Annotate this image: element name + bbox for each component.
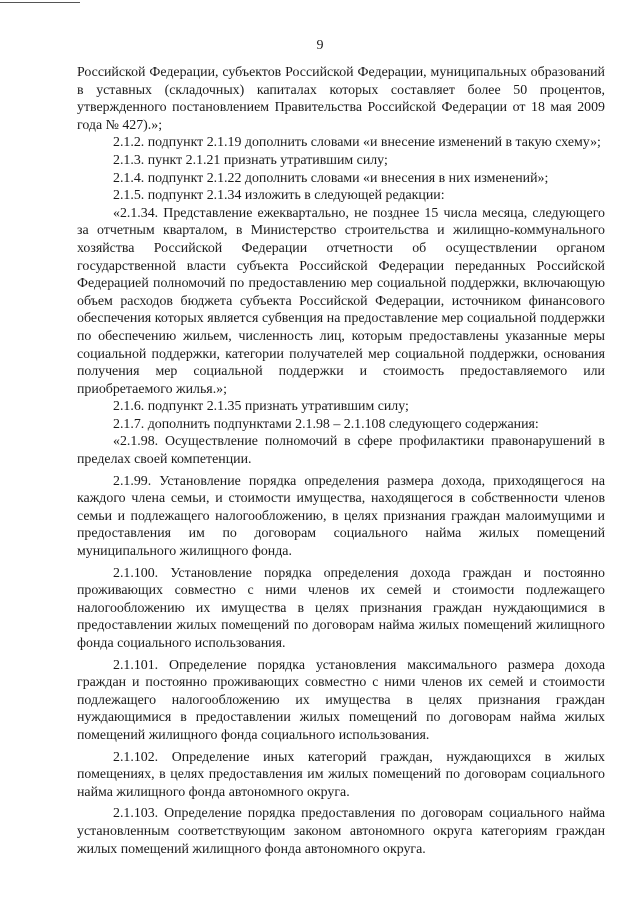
paragraph-2-1-4: 2.1.4. подпункт 2.1.22 дополнить словами «и внесения в них изменений»;: [113, 170, 549, 186]
paragraph-continuation: Российской Федерации, субъектов Российской Федерации, муниципальных образований в уставных (складочных) капиталах которых составляет более 50 процентов, утвержденного постановлением Правительства Российской Федерации от 18 мая 2009 года № 427).»;: [77, 65, 605, 133]
paragraph-2-1-34: «2.1.34. Представление ежеквартально, не позднее 15 числа месяца, следующего за отчетным кварталом, в Министерство строительства и жилищно-коммунального хозяйства Российской Федерации отчетности об осуществлении органом государственной власти субъекта Российской Федерации переданных Российской Федерацией полномочий по предоставлению мер социальной поддержки, включающую объем расходов бюджета субъекта Российской Федерации, источником финансового обеспечения которых является субвенция на предоставление мер социальной поддержки по обеспечению жильем, численность лиц, которым предоставлены указанные меры социальной поддержки, категории получателей мер социальной поддержки, основания получения мер социальной поддержки и стоимость предоставляемого или приобретаемого жилья.»;: [77, 205, 605, 397]
paragraph-2-1-98: «2.1.98. Осуществление полномочий в сфере профилактики правонарушений в пределах своей компетенции.: [77, 434, 605, 468]
paragraph-2-1-5: 2.1.5. подпункт 2.1.34 изложить в следующей редакции:: [113, 188, 445, 204]
paragraph-2-1-103: 2.1.103. Определение порядка предоставления по договорам социального найма установленным соответствующим законом автономного округа категориям граждан жилых помещений жилищного фонда автономного округа.: [77, 806, 605, 857]
document-body: [77, 64, 605, 858]
paragraph-2-1-3: 2.1.3. пункт 2.1.21 признать утратившим силу;: [113, 152, 388, 168]
paragraph-2-1-102: 2.1.102. Определение иных категорий граждан, нуждающихся в жилых помещениях, в целях предоставления им жилых помещений по договорам социального найма жилищного фонда автономного округа.: [77, 749, 605, 800]
page-number: 9: [316, 38, 324, 53]
paragraph-2-1-100: 2.1.100. Установление порядка определения дохода граждан и постоянно проживающих совместно с ними членов их семей и стоимости подлежащего налогообложению их имущества в целях признания граждан нуждающимися в предоставлении жилых помещений по договорам найма жилых помещений жилищного фонда социального использования.: [77, 565, 605, 651]
paragraph-2-1-2: 2.1.2. подпункт 2.1.19 дополнить словами «и внесение изменений в такую схему»;: [113, 135, 601, 151]
corner-rule-line: [0, 2, 80, 3]
paragraph-2-1-7: 2.1.7. дополнить подпунктами 2.1.98 – 2.1.108 следующего содержания:: [113, 416, 539, 432]
paragraph-2-1-6: 2.1.6. подпункт 2.1.35 признать утратившим силу;: [113, 399, 409, 415]
paragraph-2-1-99: 2.1.99. Установление порядка определения размера дохода, приходящегося на каждого члена семьи, и стоимости имущества, находящегося в собственности членов семьи и подлежащего налогообложению, в целях признания граждан малоимущими и предоставления им по договорам социального найма жилых помещений муниципального жилищного фонда.: [77, 473, 605, 560]
paragraph-2-1-101: 2.1.101. Определение порядка установления максимального размера дохода граждан и постоянно проживающих совместно с ними членов их семей и стоимости подлежащего налогообложению их имущества в целях признания граждан нуждающимися в предоставлении жилых помещений по договорам найма жилых помещений жилищного фонда социального использования.: [77, 657, 605, 743]
